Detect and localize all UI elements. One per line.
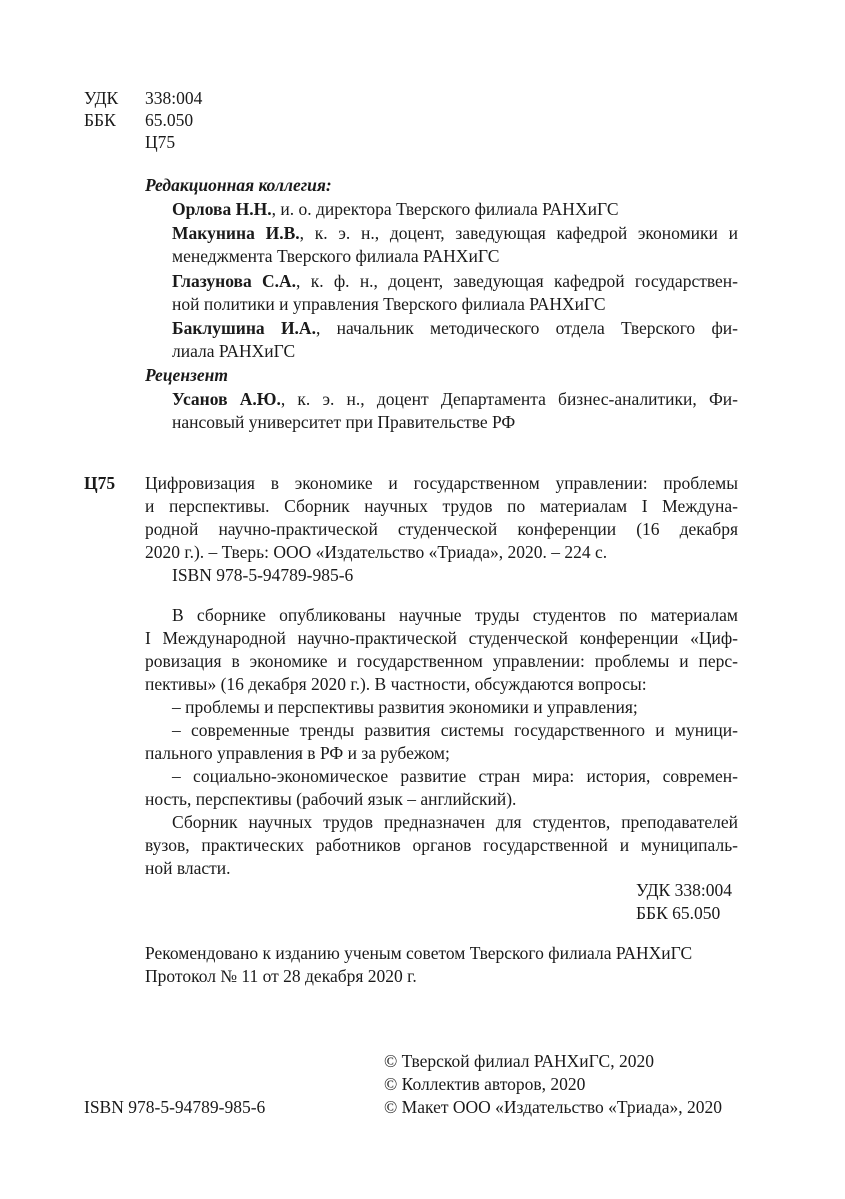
abstract-bbk: ББК 65.050 bbox=[636, 903, 721, 923]
copyright-line: © Коллектив авторов, 2020 bbox=[384, 1074, 586, 1094]
bibliographic-line: и перспективы. Сборник научных трудов по материалам I Междуна- bbox=[145, 496, 738, 516]
board-member-glazunova bbox=[172, 270, 738, 293]
board-member-makunina-cont: менеджмента Тверского филиала РАНХиГС bbox=[172, 246, 500, 266]
board-member-baklushina bbox=[172, 317, 738, 340]
abstract-line: пективы» (16 декабря 2020 г.). В частности, обсуждаются вопросы: bbox=[145, 674, 647, 694]
recommendation-protocol: Протокол № 11 от 28 декабря 2020 г. bbox=[145, 966, 417, 986]
abstract-line: ровизация в экономике и государственном управлении: проблемы и перс- bbox=[145, 651, 738, 671]
reviewer-desc: , к. э. н., доцент Департамента бизнес-аналитики, Фи- bbox=[280, 389, 738, 409]
abstract-line: вузов, практических работников органов государственной и муниципаль- bbox=[145, 835, 738, 855]
member-desc: , и. о. директора Тверского филиала РАНХиГС bbox=[271, 199, 619, 219]
reviewer-heading: Рецензент bbox=[145, 365, 228, 385]
bibliographic-line: Цифровизация в экономике и государственном управлении: проблемы bbox=[145, 473, 738, 493]
board-member-orlova bbox=[172, 198, 619, 221]
copyright-line: © Макет ООО «Издательство «Триада», 2020 bbox=[384, 1097, 722, 1117]
author-mark: Ц75 bbox=[145, 132, 176, 152]
bbk-label: ББК bbox=[84, 110, 116, 130]
abstract-list-item-cont: ность, перспективы (рабочий язык – английский). bbox=[145, 789, 517, 809]
abstract-line: В сборнике опубликованы научные труды студентов по материалам bbox=[172, 605, 738, 625]
udk-value: 338:004 bbox=[145, 88, 203, 108]
member-desc: , начальник методического отдела Тверского фи- bbox=[315, 318, 738, 338]
board-member-makunina bbox=[172, 222, 738, 245]
member-desc: , к. ф. н., доцент, заведующая кафедрой государствен- bbox=[296, 271, 738, 291]
copyright-line: © Тверской филиал РАНХиГС, 2020 bbox=[384, 1051, 654, 1071]
abstract-udk: УДК 338:004 bbox=[636, 880, 732, 900]
abstract-line: ной власти. bbox=[145, 858, 231, 878]
footer-isbn: ISBN 978-5-94789-985-6 bbox=[84, 1097, 266, 1117]
member-desc: , к. э. н., доцент, заведующая кафедрой экономики и bbox=[299, 223, 738, 243]
reviewer-entry bbox=[172, 388, 738, 411]
bibliographic-line: 2020 г.). – Тверь: ООО «Издательство «Триада», 2020. – 224 с. bbox=[145, 542, 608, 562]
recommendation-line: Рекомендовано к изданию ученым советом Тверского филиала РАНХиГС bbox=[145, 943, 693, 963]
member-name: Баклушина И.А. bbox=[172, 318, 316, 338]
board-member-glazunova-cont: ной политики и управления Тверского филиала РАНХиГС bbox=[172, 294, 606, 314]
board-member-baklushina-cont: лиала РАНХиГС bbox=[172, 341, 296, 361]
udk-label: УДК bbox=[84, 88, 119, 108]
bibliographic-isbn: ISBN 978-5-94789-985-6 bbox=[172, 565, 354, 585]
editorial-board-heading: Редакционная коллегия: bbox=[145, 175, 332, 195]
member-name: Орлова Н.Н. bbox=[172, 199, 272, 219]
abstract-list-item: – социально-экономическое развитие стран мира: история, современ- bbox=[172, 766, 738, 786]
bibliographic-line: родной научно-практической студенческой конференции (16 декабря bbox=[145, 519, 738, 539]
reviewer-name: Усанов А.Ю. bbox=[172, 389, 281, 409]
member-name: Макунина И.В. bbox=[172, 223, 300, 243]
abstract-line: I Международной научно-практической студенческой конференции «Циф- bbox=[145, 628, 738, 648]
member-name: Глазунова С.А. bbox=[172, 271, 297, 291]
abstract-list-item: – проблемы и перспективы развития экономики и управления; bbox=[172, 697, 638, 717]
reviewer-entry-cont: нансовый университет при Правительстве РФ bbox=[172, 412, 516, 432]
abstract-list-item: – современные тренды развития системы государственного и муници- bbox=[172, 720, 738, 740]
abstract-line: Сборник научных трудов предназначен для студентов, преподавателей bbox=[172, 812, 738, 832]
abstract-list-item-cont: пального управления в РФ и за рубежом; bbox=[145, 743, 450, 763]
bibliographic-mark: Ц75 bbox=[84, 473, 116, 493]
bbk-value: 65.050 bbox=[145, 110, 194, 130]
